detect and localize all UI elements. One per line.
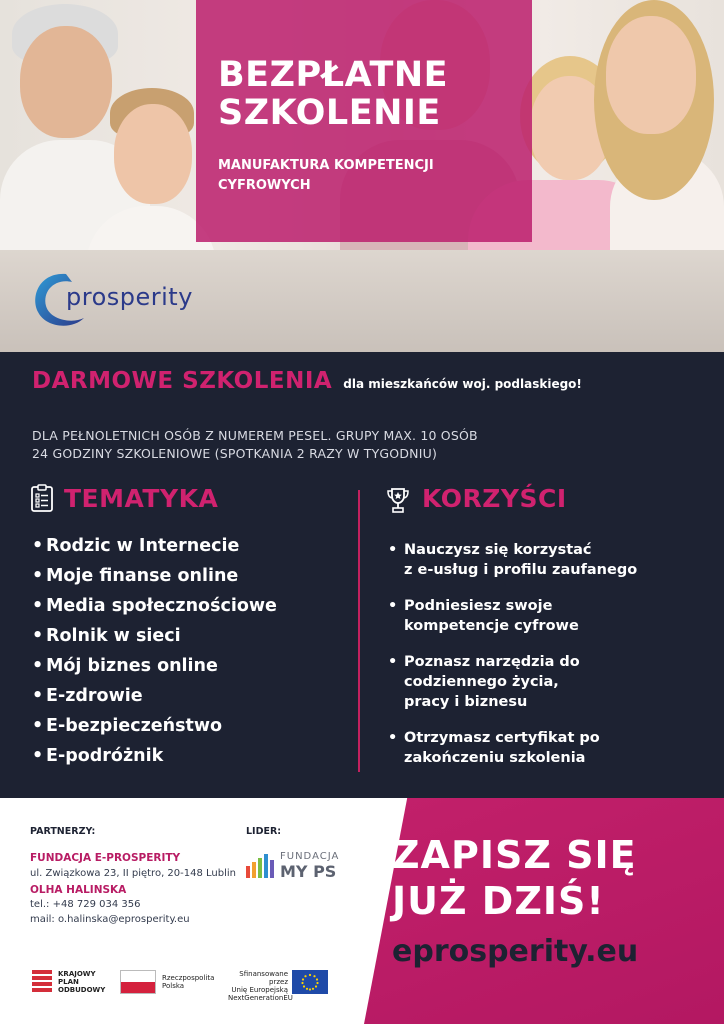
list-item xyxy=(388,652,708,712)
bullet-icon: • xyxy=(32,626,44,646)
info-line-2: 24 GODZINY SZKOLENIOWE (SPOTKANIA 2 RAZY W TYGODNIU) xyxy=(32,446,438,461)
benefit-label: Poznasz narzędzia do codziennego życia, pracy i biznesu xyxy=(404,654,580,710)
polish-flag-icon xyxy=(120,970,156,994)
topic-label: E-podróżnik xyxy=(46,746,164,766)
kpo-line-3: ODBUDOWY xyxy=(58,986,106,994)
rp-text xyxy=(162,974,214,990)
info-line-1: DLA PEŁNOLETNICH OSÓB Z NUMEREM PESEL. GRUPY MAX. 10 OSÓB xyxy=(32,428,478,443)
logo-text: prosperity xyxy=(66,283,193,311)
cta-line-2: JUŻ DZIŚ! xyxy=(392,879,605,923)
topic-label: Mój biznes online xyxy=(46,656,218,676)
bullet-icon: • xyxy=(32,716,44,736)
bullet-icon: • xyxy=(32,596,44,616)
topic-label: Rolnik w sieci xyxy=(46,626,181,646)
subtitle-line-1: MANUFAKTURA KOMPETENCJI xyxy=(218,158,434,173)
bullet-icon: • xyxy=(32,656,44,676)
contact-email[interactable]: mail: o.halinska@eprosperity.eu xyxy=(30,914,190,925)
eu-line-3: NextGenerationEU xyxy=(228,994,293,1002)
bullet-icon: • xyxy=(32,566,44,586)
headline-pink: DARMOWE SZKOLENIA xyxy=(32,368,333,394)
kpo-line-1: KRAJOWY xyxy=(58,970,96,978)
list-item xyxy=(388,728,708,768)
rp-line-1: Rzeczpospolita xyxy=(162,974,215,982)
headline xyxy=(32,368,582,394)
kpo-text xyxy=(58,970,105,994)
bullet-icon: • xyxy=(32,746,44,766)
eu-flag-icon xyxy=(292,970,328,994)
list-item xyxy=(32,564,277,594)
topic-label: Media społecznościowe xyxy=(46,596,277,616)
mother-head xyxy=(606,16,696,134)
title-line-2: SZKOLENIE xyxy=(218,93,441,133)
list-item xyxy=(32,654,277,684)
partners-label: PARTNERZY: xyxy=(30,826,96,837)
boy-head xyxy=(114,104,192,204)
list-item xyxy=(32,714,277,744)
leader-logo-main: MY PS xyxy=(280,862,337,881)
topics-title: TEMATYKA xyxy=(64,484,219,513)
leader-label: LIDER: xyxy=(246,826,282,837)
benefit-label: Podniesiesz swoje kompetencje cyfrowe xyxy=(404,598,579,634)
bullet-icon: • xyxy=(388,654,398,670)
kpo-line-2: PLAN xyxy=(58,978,79,986)
eu-line-2: Unię Europejską xyxy=(231,986,288,994)
bullet-icon: • xyxy=(388,542,398,558)
eu-text xyxy=(228,970,293,1002)
leader-logo-small: FUNDACJA xyxy=(280,851,340,862)
clipboard-list-icon xyxy=(30,484,54,512)
topics-list xyxy=(32,534,277,774)
eu-line-1: Sfinansowane przez xyxy=(239,970,288,986)
topic-label: E-bezpieczeństwo xyxy=(46,716,223,736)
subtitle xyxy=(218,156,518,196)
fundacja-myps-logo-icon xyxy=(246,852,276,878)
list-item xyxy=(32,624,277,654)
title-line-1: BEZPŁATNE xyxy=(218,55,449,95)
kpo-logo-icon xyxy=(30,968,54,996)
bullet-icon: • xyxy=(388,598,398,614)
list-item xyxy=(32,684,277,714)
list-item xyxy=(388,596,708,636)
list-item xyxy=(32,534,277,564)
topic-label: Rodzic w Internecie xyxy=(46,536,240,556)
page-title xyxy=(218,56,518,132)
org-address: ul. Związkowa 23, II piętro, 20-148 Lublin xyxy=(30,868,236,879)
bullet-icon: • xyxy=(32,686,44,706)
subtitle-line-2: CYFROWYCH xyxy=(218,178,311,193)
topic-label: Moje finanse online xyxy=(46,566,239,586)
cta-url[interactable]: eprosperity.eu xyxy=(392,934,639,969)
benefit-label: Nauczysz się korzystać z e-usług i profilu zaufanego xyxy=(404,542,638,578)
rp-line-2: Polska xyxy=(162,982,185,990)
cta-line-1: ZAPISZ SIĘ xyxy=(392,833,637,877)
bullet-icon: • xyxy=(32,536,44,556)
contact-phone[interactable]: tel.: +48 729 034 356 xyxy=(30,899,141,910)
column-divider xyxy=(358,490,360,772)
grandfather-head xyxy=(20,26,112,138)
trophy-icon xyxy=(386,486,410,514)
list-item xyxy=(32,744,277,774)
benefit-label: Otrzymasz certyfikat po zakończeniu szkolenia xyxy=(404,730,600,766)
topic-label: E-zdrowie xyxy=(46,686,143,706)
contact-name: OLHA HALINSKA xyxy=(30,884,127,896)
list-item xyxy=(388,540,708,580)
benefits-list xyxy=(388,540,708,784)
headline-white: dla mieszkańców woj. podlaskiego! xyxy=(343,377,582,391)
bullet-icon: • xyxy=(388,730,398,746)
list-item xyxy=(32,594,277,624)
benefits-title: KORZYŚCI xyxy=(422,484,567,513)
org-name: FUNDACJA E-PROSPERITY xyxy=(30,852,181,864)
